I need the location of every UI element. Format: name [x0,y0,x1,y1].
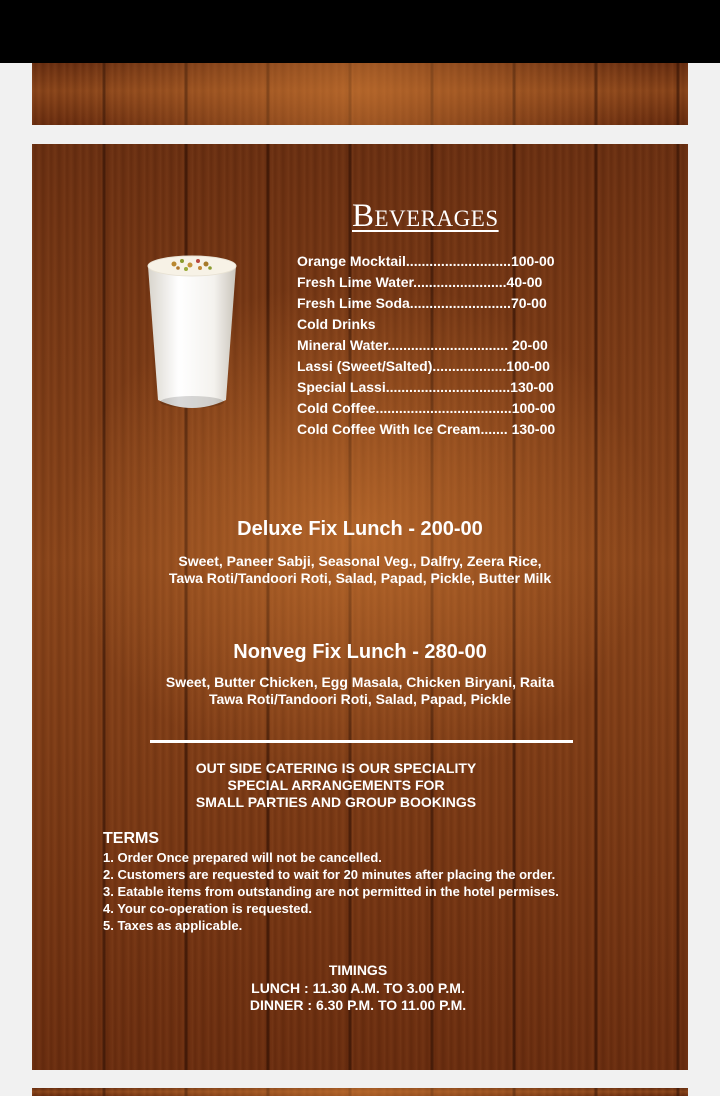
section-divider [150,740,573,743]
terms-title: TERMS [103,830,159,847]
term-item: 5. Taxes as applicable. [103,918,243,933]
catering-line1: OUT SIDE CATERING IS OUR SPECIALITY [195,760,477,776]
beverage-item: Cold Coffee With Ice Cream....... 130-00 [297,421,556,437]
next-menu-page [32,1088,688,1096]
beverage-item: Lassi (Sweet/Salted)...................100-00 [297,358,550,374]
term-item: 1. Order Once prepared will not be cancelled. [103,850,382,865]
beverages-title: Beverages [352,198,499,234]
deluxe-lunch-title: Deluxe Fix Lunch - 200-00 [237,518,483,540]
timings-title: TIMINGS [328,962,388,978]
previous-menu-page [32,63,688,125]
menu-content [32,144,688,1070]
terms-section [103,830,559,934]
nonveg-lunch-desc-line1: Sweet, Butter Chicken, Egg Masala, Chicken Biryani, Raita [165,674,555,690]
deluxe-lunch-desc-line2: Tawa Roti/Tandoori Roti, Salad, Papad, Pickle, Butter Milk [168,570,552,586]
beverage-item: Orange Mocktail...........................100-00 [297,253,555,269]
beverage-item: Fresh Lime Water........................40-00 [297,274,543,290]
beverage-item: Fresh Lime Soda..........................70-00 [297,295,547,311]
timings-lunch: LUNCH : 11.30 A.M. TO 3.00 P.M. [251,979,465,996]
term-item: 3. Eatable items from outstanding are not permitted in the hotel permises. [103,884,559,899]
nonveg-lunch-desc-line2: Tawa Roti/Tandoori Roti, Salad, Papad, Pickle [208,691,512,707]
beverage-item: Special Lassi................................130-00 [297,379,554,395]
beverage-item: Cold Drinks [297,316,376,332]
catering-note [8,760,664,811]
beverages-list [297,251,627,440]
catering-line2: SPECIAL ARRANGEMENTS FOR [227,777,445,793]
menu-page [32,144,688,1070]
catering-line3: SMALL PARTIES AND GROUP BOOKINGS [195,794,477,810]
term-item: 2. Customers are requested to wait for 20 minutes after placing the order. [103,867,556,882]
beverage-item: Mineral Water............................... 20-00 [297,337,548,353]
lassi-glass-image [144,252,240,419]
nonveg-lunch-section [32,641,688,708]
term-item: 4. Your co-operation is requested. [103,901,313,916]
deluxe-lunch-section [32,518,688,587]
nonveg-lunch-title: Nonveg Fix Lunch - 280-00 [233,641,487,663]
timings-section [30,962,686,1015]
timings-dinner: DINNER : 6.30 P.M. TO 11.00 P.M. [249,997,467,1013]
beverage-item: Cold Coffee...................................100-00 [297,400,556,416]
deluxe-lunch-desc-line1: Sweet, Paneer Sabji, Seasonal Veg., Dalfry, Zeera Rice, [178,553,542,569]
top-status-bar [0,0,720,63]
